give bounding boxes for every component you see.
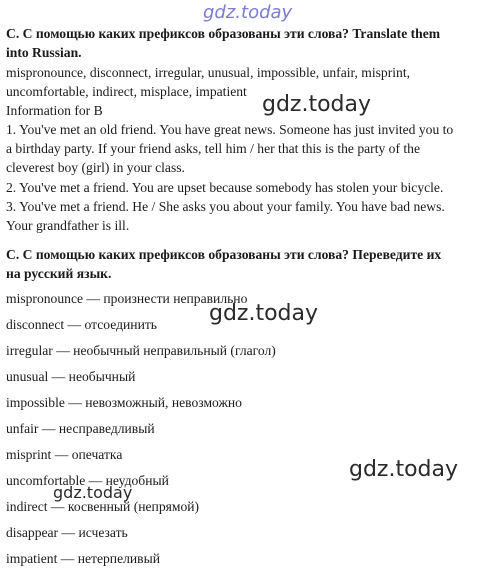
watermark-4: gdz.today <box>53 483 133 502</box>
watermark-1: gdz.today <box>262 92 372 117</box>
item1-line2: a birthday party. If your friend asks, tell him / her that this is the party of the <box>6 141 420 156</box>
item1-line3: cleverest boy (girl) in your class. <box>6 160 185 175</box>
item1-line1: 1. You've met an old friend. You have great news. Someone has just invited you to <box>6 122 454 137</box>
section1-heading-line2: into Russian. <box>6 45 82 60</box>
translation-row: disconnect — отсоединить <box>6 317 157 332</box>
translation-row: impatient — нетерпеливый <box>6 551 161 566</box>
translation-row: unfair — несправедливый <box>6 421 155 436</box>
section1-words-line2: uncomfortable, indirect, misplace, impatient <box>6 84 247 99</box>
section2-heading-line2: на русский язык. <box>6 266 112 281</box>
translation-row: irregular — необычный неправильный (глагол) <box>6 343 276 358</box>
translation-row: indirect — косвенный (непрямой) <box>6 499 200 514</box>
watermark-2: gdz.today <box>209 301 319 326</box>
translation-row: impossible — невозможный, невозможно <box>6 395 242 410</box>
watermark-3: gdz.today <box>349 457 459 482</box>
section1-words-line1: mispronounce, disconnect, irregular, unusual, impossible, unfair, misprint, <box>6 65 411 80</box>
item3-line2: Your grandfather is ill. <box>6 218 130 233</box>
info-title: Information for B <box>6 103 103 118</box>
translation-row: uncomfortable — неудобный <box>6 473 169 488</box>
item3-line1: 3. You've met a friend. He / She asks you about your family. You have bad news. <box>6 199 445 214</box>
translation-row: mispronounce — произнести неправильно <box>6 291 248 306</box>
section2-heading-line1: C. С помощью каких префиксов образованы эти слова? Переведите их <box>6 247 442 262</box>
watermark-top: gdz.today <box>203 2 293 23</box>
section1-heading-line1: C. С помощью каких префиксов образованы эти слова? Translate them <box>6 26 441 41</box>
translation-row: unusual — необычный <box>6 369 136 384</box>
translation-row: misprint — опечатка <box>6 447 123 462</box>
item2-line1: 2. You've met a friend. You are upset because somebody has stolen your bicycle. <box>6 180 444 195</box>
translation-row: disappear — исчезать <box>6 525 128 540</box>
